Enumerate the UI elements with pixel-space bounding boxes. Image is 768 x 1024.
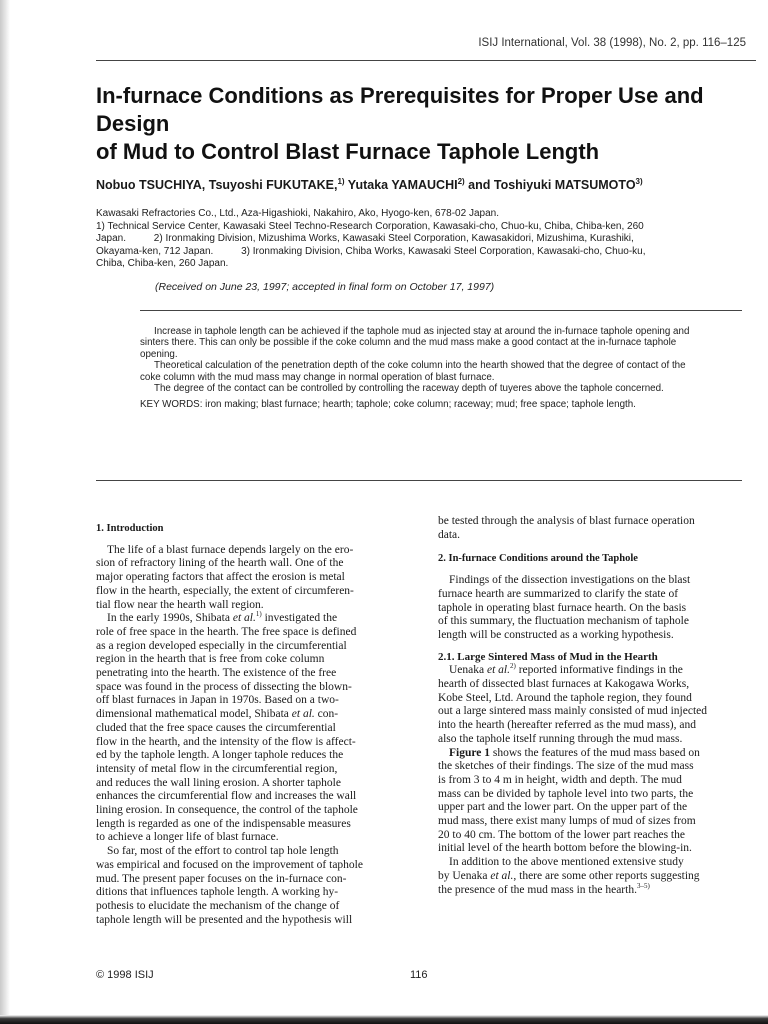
text-line: by Uenaka et al., there are some other reports suggesting xyxy=(438,869,700,882)
author-list xyxy=(96,178,756,192)
text-line: Kobe Steel, Ltd. Around the taphole region, they found xyxy=(438,691,692,704)
author-name-2: Yutaka YAMAUCHI xyxy=(344,178,458,192)
section-heading: 1. Introduction xyxy=(96,523,164,534)
text-line: flow in the hearth, and the intensity of the flow is affect- xyxy=(96,735,356,748)
text-line: and reduces the wall lining erosion. A shorter taphole xyxy=(96,776,341,789)
journal-reference: ISIJ International, Vol. 38 (1998), No. 2, pp. 116–125 xyxy=(478,37,746,49)
text-line: taphole length will be presented and the hypothesis will xyxy=(96,913,353,926)
page-number: 116 xyxy=(410,969,428,981)
received-dates: (Received on June 23, 1997; accepted in final form on October 17, 1997) xyxy=(155,281,495,293)
text-line: off blast furnaces in Japan in 1970s. Based on a two- xyxy=(96,694,339,707)
abstract-paragraph: The degree of the contact can be controlled by controlling the raceway depth of tuyeres above the taphole concerned. xyxy=(154,383,664,395)
text-line: major operating factors that affect the erosion is metal xyxy=(96,571,345,584)
abstract xyxy=(140,326,700,411)
text-line: lining erosion. In consequence, the control of the taphole xyxy=(96,804,358,817)
title-line-1: In-furnace Conditions as Prerequisites for Proper Use and Design xyxy=(96,83,704,136)
abstract-paragraph: Increase in taphole length can be achieved if the taphole mud as injected stay at around the in-furnace taphole opening and sinters there. This can only be possible if the coke column and the mud mass make a good contact at the in-furnace taphole opening. xyxy=(140,326,690,360)
text-line: into the hearth (hereafter referred as the mud mass), and xyxy=(438,719,696,732)
affiliation-line: 1) Technical Service Center, Kawasaki Steel Techno-Research Corporation, Kawasaki-cho, Chuo-ku, Chiba, Chiba-ken, 260 xyxy=(96,220,644,232)
copyright-notice: © 1998 ISIJ xyxy=(96,969,154,981)
title-line-2: of Mud to Control Blast Furnace Taphole Length xyxy=(96,139,600,164)
affiliation-line: Japan. 2) Ironmaking Division, Mizushima Works, Kawasaki Steel Corporation, Kawasakidori, Mizushima, Kurashiki, xyxy=(96,233,634,244)
abstract-paragraph: Theoretical calculation of the penetration depth of the coke column into the hearth showed that the degree of contact of the coke column with the mud mass may change in normal operation of blast furnace. xyxy=(140,360,686,383)
text-line: to achieve a longer life of blast furnace. xyxy=(96,831,279,844)
text-line: is from 3 to 4 m in height, width and depth. The mud xyxy=(438,773,682,786)
text-line: cluded that the free space causes the circumferential xyxy=(96,721,336,734)
section-heading: 2. In-furnace Conditions around the Taphole xyxy=(438,553,638,565)
text-line: enhances the circumferential flow and increases the wall xyxy=(96,790,357,803)
abstract-top-rule xyxy=(140,310,742,311)
text-line: ditions that influences taphole length. A working hy- xyxy=(96,886,339,899)
text-line: intensity of metal flow in the circumferential region, xyxy=(96,762,338,775)
binding-shadow xyxy=(0,0,10,1024)
text-line: sion of refractory lining of the hearth wall. One of the xyxy=(96,557,344,570)
figure-reference: Figure 1 xyxy=(449,746,490,759)
author-affil-mark-2: 2) xyxy=(457,176,465,186)
author-affil-mark-1: 1) xyxy=(337,176,345,186)
text-line: data. xyxy=(438,528,461,541)
text-line: In the early 1990s, Shibata et al.$^{1)}$ investigated the xyxy=(107,610,338,625)
text-line: the sketches of their findings. The size of the mud mass xyxy=(438,760,694,773)
text-line: dimensional mathematical model, Shibata et al. con- xyxy=(96,708,339,721)
text-line: be tested through the analysis of blast furnace operation xyxy=(438,515,695,527)
text-line: space was found in the process of dissecting the blown- xyxy=(96,680,352,693)
text-line: region in the hearth that is free from coke column xyxy=(96,653,325,666)
affiliation-line: Chiba, Chiba-ken, 260 Japan. xyxy=(96,258,229,269)
text-line: The life of a blast furnace depends largely on the ero- xyxy=(107,543,354,556)
author-affil-mark-3: 3) xyxy=(635,176,643,186)
text-line: pothesis to elucidate the mechanism of the change of xyxy=(96,899,340,912)
text-line: mud mass, there exist many lumps of mud of sizes from xyxy=(438,815,696,828)
paper-title xyxy=(96,82,756,166)
scan-bottom-edge xyxy=(0,1015,768,1024)
body-left-column xyxy=(96,522,408,927)
text-line: Findings of the dissection investigations on the blast xyxy=(449,574,691,587)
text-line: upper part and the lower part. On the upper part of the xyxy=(438,801,688,814)
text-line: 20 to 40 cm. The bottom of the lower part reaches the xyxy=(438,828,685,841)
text-line: In addition to the above mentioned extensive study xyxy=(449,856,684,869)
abstract-bottom-rule xyxy=(96,480,742,481)
key-words: KEY WORDS: iron making; blast furnace; hearth; taphole; coke column; raceway; mud; free space; taphole length. xyxy=(140,399,636,411)
text-line: length is regarded as one of the indispensable measures xyxy=(96,817,351,830)
text-line: initial level of the hearth bottom before the blowing-in. xyxy=(438,842,692,855)
author-name-3: and Toshiyuki MATSUMOTO xyxy=(464,178,636,192)
affiliations xyxy=(96,208,756,271)
text-line: ed by the taphole length. A longer taphole reduces the xyxy=(96,749,344,762)
text-line: out a large sintered mass mainly consisted of mud injected xyxy=(438,705,708,718)
text-line: length will be constructed as a working hypothesis. xyxy=(438,628,674,641)
header-rule xyxy=(96,60,756,61)
text-line: mud. The present paper focuses on the in-furnace con- xyxy=(96,872,347,885)
text-line: So far, most of the effort to control tap hole length xyxy=(107,845,339,858)
text-line: penetrating into the hearth. The existence of the free xyxy=(96,667,337,680)
text-line: tial flow near the hearth wall region. xyxy=(96,598,264,611)
text-line: role of free space in the hearth. The free space is defined xyxy=(96,625,357,638)
text-line: Figure 1 shows the features of the mud mass based on xyxy=(449,746,700,759)
text-line: taphole in operating blast furnace hearth. On the basis xyxy=(438,601,687,614)
text-line: was empirical and focused on the improvement of taphole xyxy=(96,858,363,871)
text-line: Uenaka et al.$^{2)}$ reported informative findings in the xyxy=(449,662,683,677)
text-line: the presence of the mud mass in the hearth.$^{3-5)}$ xyxy=(438,881,650,896)
text-line: of this summary, the fluctuation mechanism of taphole xyxy=(438,615,689,628)
body-right-column xyxy=(438,515,756,897)
text-line: also the taphole itself running through the mud mass. xyxy=(438,732,683,745)
text-line: as a region developed especially in the circumferential xyxy=(96,639,347,652)
subsection-heading: 2.1. Large Sintered Mass of Mud in the Hearth xyxy=(438,650,658,663)
text-line: furnace hearth are summarized to clarify the state of xyxy=(438,587,679,600)
text-line: hearth of dissected blast furnaces at Kakogawa Works, xyxy=(438,678,690,691)
text-line: mass can be divided by taphole level into two parts, the xyxy=(438,787,694,800)
text-line: flow in the hearth, especially, the extent of circumferen- xyxy=(96,584,354,597)
affiliation-line: Okayama-ken, 712 Japan. 3) Ironmaking Division, Chiba Works, Kawasaki Steel Corporation, Kawasaki-cho, Chuo-ku, xyxy=(96,245,646,257)
affiliation-line: Kawasaki Refractories Co., Ltd., Aza-Higashioki, Nakahiro, Ako, Hyogo-ken, 678-02 Japan. xyxy=(96,208,499,219)
author-names-1: Nobuo TSUCHIYA, Tsuyoshi FUKUTAKE, xyxy=(96,178,338,192)
